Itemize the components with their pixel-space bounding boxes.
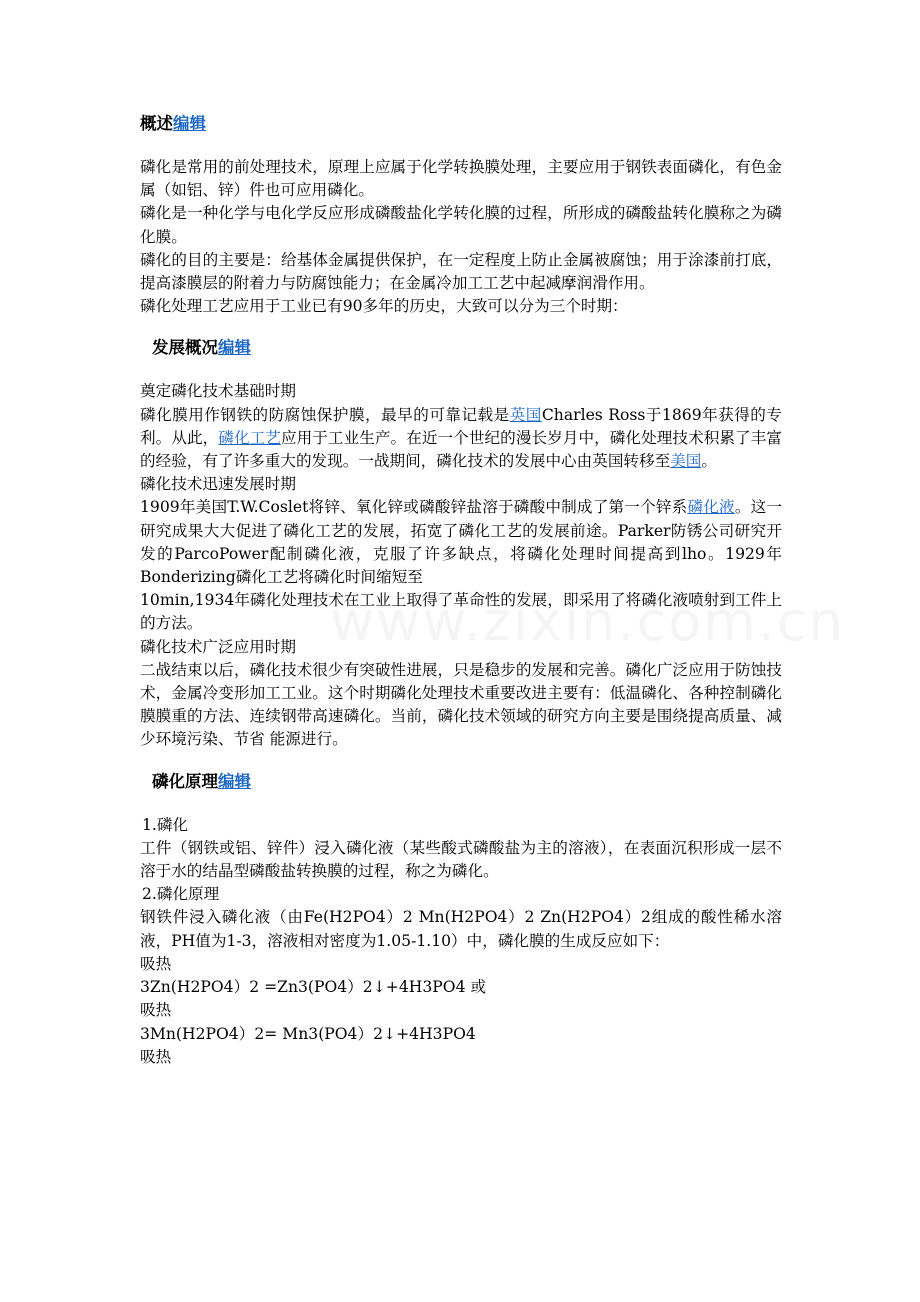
heat-label: 吸热 [140, 1047, 172, 1066]
subheading: 奠定磷化技术基础时期 [140, 382, 296, 401]
text-run: 磷化膜用作钢铁的防腐蚀保护膜，最早的可靠记载是 [140, 405, 510, 424]
section-heading-overview [140, 112, 782, 136]
text-run: 。这一研究成果大大促进了磷化工艺的发展，拓宽了磷化工艺的发展前途。Parker防锈公司研究开发的ParcoPower配制磷化液，克服了许多缺点，将磷化处理时间提高到lho。1929年Bonderizing磷化工艺将磷化时间缩短至 [140, 498, 782, 587]
link-usa[interactable]: 美国 [670, 452, 702, 471]
paragraph: 二战结束以后，磷化技术很少有突破性进展，只是稳步的发展和完善。磷化广泛应用于防蚀技术，金属冷变形加工工业。这个时期磷化处理技术重要改进主要有：低温磷化、各种控制磷化膜膜重的方法、连续钢带高速磷化。当前，磷化技术领域的研究方向主要是围绕提高质量、减少环境污染、节省 能源进行。 [140, 660, 782, 749]
paragraph: 磷化处理工艺应用于工业已有90多年的历史，大致可以分为三个时期： [140, 297, 628, 316]
subheading: 磷化技术广泛应用时期 [140, 637, 296, 656]
paragraph: 钢铁件浸入磷化液（由Fe(H2PO4）2 Mn(H2PO4）2 Zn(H2PO4）2组成的酸性稀水溶液，PH值为1-3，溶液相对密度为1.05-1.10）中，磷化膜的生成反应如下： [140, 908, 782, 950]
paragraph [140, 496, 782, 589]
text-run: Charles Ross于1869年获得的专利。从此， [140, 405, 782, 447]
section-heading-principle [152, 770, 782, 794]
paragraph [140, 404, 782, 474]
link-uk[interactable]: 英国 [509, 405, 542, 424]
subheading: 磷化技术迅速发展时期 [140, 475, 296, 494]
link-phosphating-process[interactable]: 磷化工艺 [218, 428, 281, 447]
edit-link[interactable]: 编辑 [218, 771, 251, 791]
equation: 3Zn(H2PO4）2 =Zn3(PO4）2↓+4H3PO4 或 [140, 978, 487, 997]
paragraph: 磷化是一种化学与电化学反应形成磷酸盐化学转化膜的过程，所形成的磷酸盐转化膜称之为磷化膜。 [140, 204, 782, 246]
paragraph: 工件（钢铁或铝、锌件）浸入磷化液（某些酸式磷酸盐为主的溶液），在表面沉积形成一层不溶于水的结晶型磷酸盐转换膜的过程，称之为磷化。 [140, 838, 782, 881]
paragraph: 10min,1934年磷化处理技术在工业上取得了革命性的发展，即采用了将磷化液喷射到工件上的方法。 [140, 591, 782, 633]
edit-link[interactable]: 编辑 [218, 338, 251, 358]
text-run: 。 [701, 452, 718, 471]
document-body [140, 108, 782, 1069]
heat-label: 吸热 [140, 1001, 172, 1020]
paragraph: 磷化是常用的前处理技术，原理上应属于化学转换膜处理，主要应用于钢铁表面磷化，有色金属（如铝、锌）件也可应用磷化。 [140, 158, 782, 200]
section-title: 磷化原理 [152, 771, 218, 791]
section-heading-development [152, 336, 782, 360]
subheading: 1.磷化 [142, 815, 189, 834]
link-phosphating-solution[interactable]: 磷化液 [687, 498, 735, 517]
text-run: 1909年美国T.W.Coslet将锌、氧化锌或磷酸锌盐溶于磷酸中制成了第一个锌系 [140, 498, 688, 517]
equation: 3Mn(H2PO4）2= Mn3(PO4）2↓+4H3PO4 [140, 1024, 476, 1043]
heat-label: 吸热 [140, 954, 172, 973]
section-title: 概述 [140, 114, 173, 133]
edit-link[interactable]: 编辑 [173, 114, 206, 133]
paragraph: 磷化的目的主要是：给基体金属提供保护，在一定程度上防止金属被腐蚀；用于涂漆前打底，提高漆膜层的附着力与防腐蚀能力；在金属冷加工工艺中起减摩润滑作用。 [140, 250, 782, 293]
text-run: 应用于工业生产。在近一个世纪的漫长岁月中，磷化处理技术积累了丰富的经验，有了许多重大的发现。一战期间，磷化技术的发展中心由英国转移至 [140, 428, 782, 471]
subheading: 2.磷化原理 [142, 885, 220, 904]
section-title: 发展概况 [152, 338, 218, 358]
